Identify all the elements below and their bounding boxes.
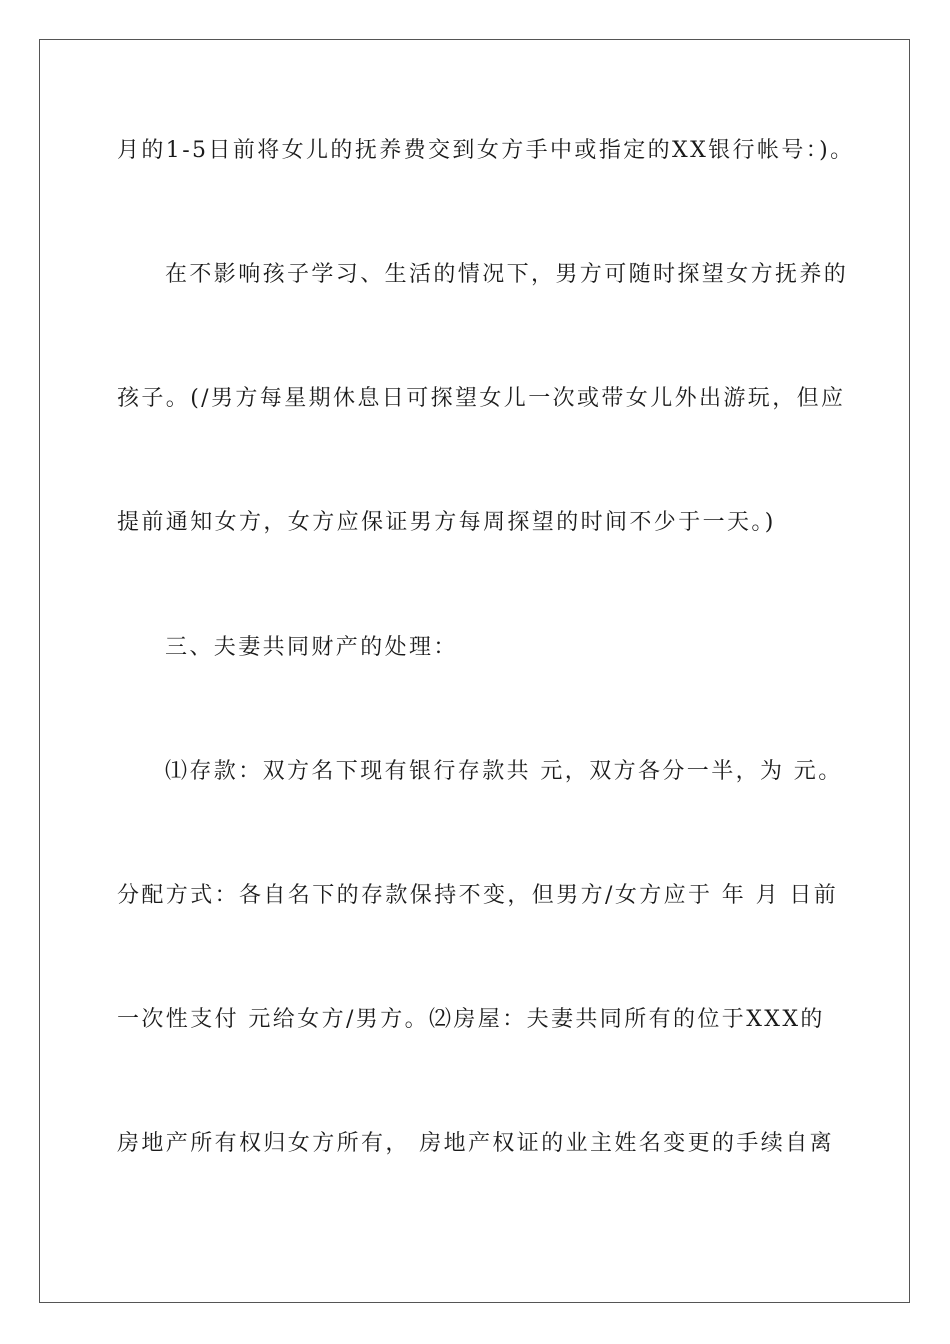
text-line: 一次性支付 元给女方/男方。⑵房屋：夫妻共同所有的位于XXX的 <box>117 1007 825 1032</box>
text-line: 孩子。(/男方每星期休息日可探望女儿一次或带女儿外出游玩，但应 <box>117 386 846 411</box>
page-frame <box>39 39 910 1303</box>
section-heading: 三、夫妻共同财产的处理： <box>165 635 458 660</box>
text-line: 月的1-5日前将女儿的抚养费交到女方手中或指定的XX银行帐号：)。 <box>117 138 855 163</box>
text-line: 房地产所有权归女方所有， 房地产权证的业主姓名变更的手续自离 <box>117 1131 834 1156</box>
text-line: 分配方式：各自名下的存款保持不变，但男方/女方应于 年 月 日前 <box>117 883 839 908</box>
text-line: 提前通知女方，女方应保证男方每周探望的时间不少于一天。) <box>117 510 776 535</box>
text-line: ⑴存款：双方名下现有银行存款共 元，双方各分一半，为 元。 <box>165 759 843 784</box>
text-line: 在不影响孩子学习、生活的情况下，男方可随时探望女方抚养的 <box>165 262 849 287</box>
